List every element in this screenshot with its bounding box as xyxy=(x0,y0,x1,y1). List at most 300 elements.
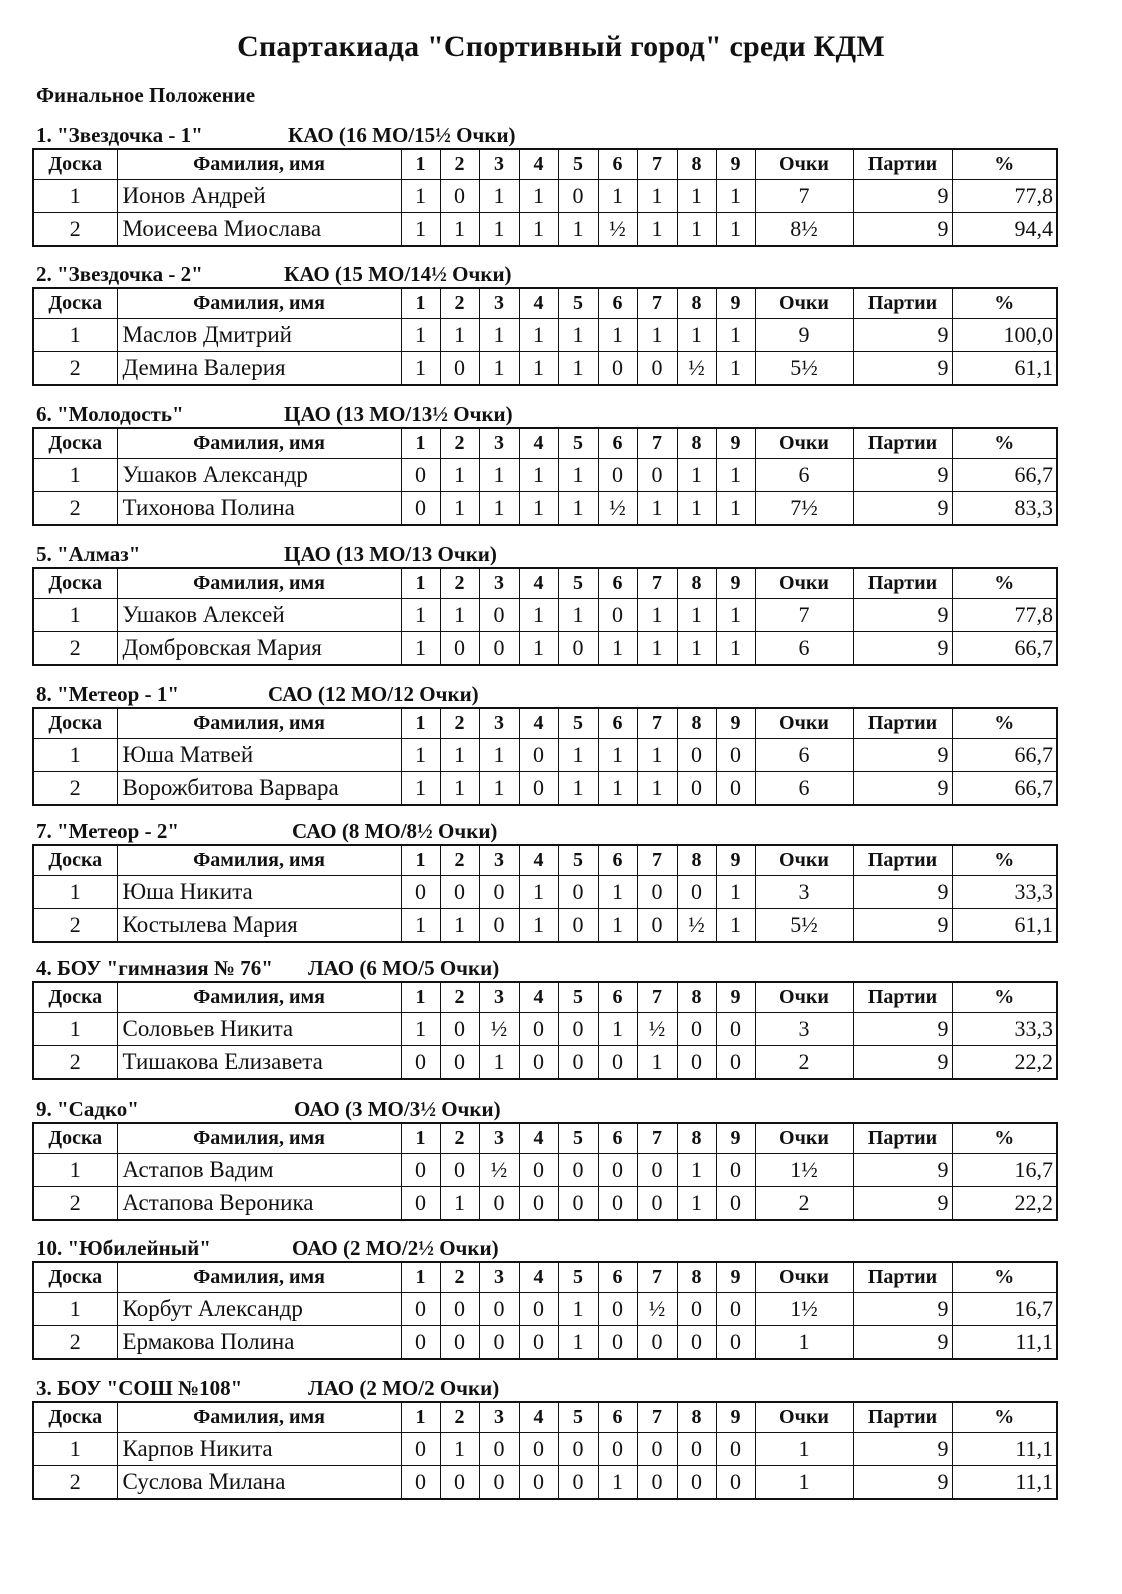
team-name: 7. "Метеор - 2" xyxy=(36,819,179,843)
column-header: 4 xyxy=(519,149,558,180)
games-cell: 9 xyxy=(853,1466,952,1500)
column-header: % xyxy=(952,1402,1057,1433)
round-result-cell: 0 xyxy=(637,1433,677,1466)
column-header: Доска xyxy=(33,1262,117,1293)
team-name: 2. "Звездочка - 2" xyxy=(36,262,203,286)
games-cell: 9 xyxy=(853,1013,952,1046)
team-header xyxy=(32,1375,1056,1401)
results-table xyxy=(32,707,1058,806)
column-header: 6 xyxy=(598,149,637,180)
player-name-cell: Ушаков Алексей xyxy=(117,599,401,632)
column-header: 2 xyxy=(440,149,479,180)
round-result-cell: 1 xyxy=(637,180,677,213)
team-header xyxy=(32,541,1056,567)
percent-cell: 11,1 xyxy=(952,1326,1057,1360)
player-name-cell: Астапова Вероника xyxy=(117,1187,401,1221)
round-result-cell: 0 xyxy=(598,459,637,492)
column-header: Фамилия, имя xyxy=(117,428,401,459)
board-number-cell: 1 xyxy=(33,1013,117,1046)
player-name-cell: Тишакова Елизавета xyxy=(117,1046,401,1080)
column-header: 4 xyxy=(519,845,558,876)
points-cell: 6 xyxy=(755,772,853,806)
round-result-cell: 1 xyxy=(440,599,479,632)
column-header: 7 xyxy=(637,982,677,1013)
column-header: 1 xyxy=(401,428,440,459)
round-result-cell: 1 xyxy=(677,1187,716,1221)
team-header xyxy=(32,122,1056,148)
round-result-cell: 0 xyxy=(558,180,598,213)
round-result-cell: 0 xyxy=(479,876,519,909)
round-result-cell: 1 xyxy=(479,319,519,352)
player-name-cell: Демина Валерия xyxy=(117,352,401,386)
column-header: 9 xyxy=(716,428,755,459)
round-result-cell: 0 xyxy=(401,1187,440,1221)
column-header: 3 xyxy=(479,708,519,739)
team-name: 5. "Алмаз" xyxy=(36,542,141,566)
board-number-cell: 2 xyxy=(33,772,117,806)
column-header: Доска xyxy=(33,1402,117,1433)
column-header: Доска xyxy=(33,708,117,739)
round-result-cell: 0 xyxy=(637,876,677,909)
column-header: 1 xyxy=(401,568,440,599)
column-header: 2 xyxy=(440,1123,479,1154)
round-result-cell: 1 xyxy=(637,632,677,666)
percent-cell: 61,1 xyxy=(952,909,1057,943)
round-result-cell: 0 xyxy=(558,632,598,666)
column-header: 6 xyxy=(598,288,637,319)
column-header: Доска xyxy=(33,1123,117,1154)
column-header: 4 xyxy=(519,1123,558,1154)
games-cell: 9 xyxy=(853,1433,952,1466)
column-header: Фамилия, имя xyxy=(117,708,401,739)
player-name-cell: Астапов Вадим xyxy=(117,1154,401,1187)
points-cell: 1½ xyxy=(755,1154,853,1187)
games-cell: 9 xyxy=(853,772,952,806)
round-result-cell: 0 xyxy=(637,352,677,386)
round-result-cell: 0 xyxy=(519,1187,558,1221)
round-result-cell: 1 xyxy=(677,180,716,213)
round-result-cell: 1 xyxy=(558,1326,598,1360)
document-title: Спартакиада "Спортивный город" среди КДМ xyxy=(237,30,885,63)
games-cell: 9 xyxy=(853,319,952,352)
team-name: 3. БОУ "СОШ №108" xyxy=(36,1376,243,1400)
round-result-cell: 1 xyxy=(716,352,755,386)
player-name-cell: Юша Матвей xyxy=(117,739,401,772)
round-result-cell: 1 xyxy=(677,632,716,666)
round-result-cell: 0 xyxy=(716,1326,755,1360)
round-result-cell: 1 xyxy=(716,213,755,247)
round-result-cell: 1 xyxy=(519,213,558,247)
column-header: 5 xyxy=(558,1262,598,1293)
round-result-cell: 1 xyxy=(677,599,716,632)
round-result-cell: 0 xyxy=(637,1326,677,1360)
table-row xyxy=(33,772,1057,806)
team-district-score: ЦАО (13 МО/13 Очки) xyxy=(284,542,497,566)
round-result-cell: 1 xyxy=(677,319,716,352)
column-header: 5 xyxy=(558,708,598,739)
table-row xyxy=(33,180,1057,213)
round-result-cell: 0 xyxy=(598,1433,637,1466)
round-result-cell: 0 xyxy=(479,1187,519,1221)
column-header: 8 xyxy=(677,845,716,876)
column-header: Очки xyxy=(755,149,853,180)
column-header: % xyxy=(952,288,1057,319)
board-number-cell: 1 xyxy=(33,1154,117,1187)
round-result-cell: 0 xyxy=(519,739,558,772)
board-number-cell: 2 xyxy=(33,1187,117,1221)
board-number-cell: 2 xyxy=(33,213,117,247)
round-result-cell: 0 xyxy=(479,1326,519,1360)
games-cell: 9 xyxy=(853,1187,952,1221)
column-header: 7 xyxy=(637,1262,677,1293)
points-cell: 6 xyxy=(755,459,853,492)
column-header: 2 xyxy=(440,982,479,1013)
round-result-cell: 0 xyxy=(440,632,479,666)
percent-cell: 11,1 xyxy=(952,1433,1057,1466)
round-result-cell: 0 xyxy=(479,909,519,943)
results-table xyxy=(32,981,1058,1080)
round-result-cell: 0 xyxy=(401,1433,440,1466)
player-name-cell: Ушаков Александр xyxy=(117,459,401,492)
round-result-cell: 1 xyxy=(440,739,479,772)
round-result-cell: 1 xyxy=(637,1046,677,1080)
round-result-cell: 1 xyxy=(401,319,440,352)
column-header: 7 xyxy=(637,149,677,180)
player-name-cell: Костылева Мария xyxy=(117,909,401,943)
table-row xyxy=(33,1013,1057,1046)
column-header: 4 xyxy=(519,1402,558,1433)
team-name: 9. "Садко" xyxy=(36,1097,139,1121)
games-cell: 9 xyxy=(853,739,952,772)
column-header: 2 xyxy=(440,428,479,459)
round-result-cell: 0 xyxy=(440,876,479,909)
column-header: 8 xyxy=(677,1402,716,1433)
round-result-cell: 0 xyxy=(519,772,558,806)
round-result-cell: 1 xyxy=(479,459,519,492)
column-header: 2 xyxy=(440,568,479,599)
round-result-cell: 0 xyxy=(598,1187,637,1221)
round-result-cell: 0 xyxy=(440,180,479,213)
team-section xyxy=(32,955,1056,1080)
team-section xyxy=(32,1096,1056,1221)
round-result-cell: 0 xyxy=(479,1293,519,1326)
column-header: 5 xyxy=(558,1123,598,1154)
team-section xyxy=(32,541,1056,666)
team-section xyxy=(32,401,1056,526)
column-header: 8 xyxy=(677,428,716,459)
team-district-score: ОАО (3 МО/3½ Очки) xyxy=(294,1097,501,1121)
team-name: 6. "Молодость" xyxy=(36,402,184,426)
games-cell: 9 xyxy=(853,459,952,492)
round-result-cell: 1 xyxy=(519,492,558,526)
round-result-cell: ½ xyxy=(479,1013,519,1046)
round-result-cell: 1 xyxy=(401,213,440,247)
column-header: 3 xyxy=(479,568,519,599)
round-result-cell: 0 xyxy=(519,1046,558,1080)
player-name-cell: Домбровская Мария xyxy=(117,632,401,666)
round-result-cell: 1 xyxy=(440,319,479,352)
team-section xyxy=(32,818,1056,943)
column-header: Фамилия, имя xyxy=(117,1402,401,1433)
column-header: 5 xyxy=(558,149,598,180)
board-number-cell: 2 xyxy=(33,1326,117,1360)
column-header: Очки xyxy=(755,1262,853,1293)
column-header: Партии xyxy=(853,982,952,1013)
percent-cell: 16,7 xyxy=(952,1154,1057,1187)
team-header xyxy=(32,681,1056,707)
round-result-cell: 0 xyxy=(440,1046,479,1080)
team-district-score: ЦАО (13 МО/13½ Очки) xyxy=(284,402,513,426)
board-number-cell: 1 xyxy=(33,459,117,492)
column-header: Фамилия, имя xyxy=(117,149,401,180)
games-cell: 9 xyxy=(853,180,952,213)
board-number-cell: 1 xyxy=(33,1433,117,1466)
column-header: % xyxy=(952,708,1057,739)
column-header: 8 xyxy=(677,982,716,1013)
player-name-cell: Карпов Никита xyxy=(117,1433,401,1466)
percent-cell: 66,7 xyxy=(952,459,1057,492)
player-name-cell: Суслова Милана xyxy=(117,1466,401,1500)
percent-cell: 33,3 xyxy=(952,1013,1057,1046)
team-header xyxy=(32,818,1056,844)
round-result-cell: 1 xyxy=(558,772,598,806)
player-name-cell: Юша Никита xyxy=(117,876,401,909)
team-district-score: ОАО (2 МО/2½ Очки) xyxy=(292,1236,499,1260)
team-district-score: САО (8 МО/8½ Очки) xyxy=(292,819,498,843)
round-result-cell: 0 xyxy=(558,1466,598,1500)
results-table xyxy=(32,1401,1058,1500)
round-result-cell: 0 xyxy=(637,459,677,492)
column-header: 4 xyxy=(519,288,558,319)
points-cell: 5½ xyxy=(755,909,853,943)
round-result-cell: 0 xyxy=(401,876,440,909)
points-cell: 7 xyxy=(755,180,853,213)
column-header: 5 xyxy=(558,982,598,1013)
column-header: 4 xyxy=(519,982,558,1013)
points-cell: 7 xyxy=(755,599,853,632)
round-result-cell: 0 xyxy=(677,1433,716,1466)
column-header: % xyxy=(952,568,1057,599)
round-result-cell: 0 xyxy=(637,1154,677,1187)
round-result-cell: 1 xyxy=(558,352,598,386)
round-result-cell: 1 xyxy=(519,352,558,386)
table-header-row xyxy=(33,149,1057,180)
table-row xyxy=(33,739,1057,772)
round-result-cell: 0 xyxy=(519,1433,558,1466)
column-header: 2 xyxy=(440,1402,479,1433)
round-result-cell: 0 xyxy=(598,1293,637,1326)
round-result-cell: 0 xyxy=(598,1046,637,1080)
column-header: % xyxy=(952,845,1057,876)
percent-cell: 66,7 xyxy=(952,632,1057,666)
games-cell: 9 xyxy=(853,1154,952,1187)
points-cell: 9 xyxy=(755,319,853,352)
round-result-cell: 1 xyxy=(716,632,755,666)
games-cell: 9 xyxy=(853,1326,952,1360)
percent-cell: 11,1 xyxy=(952,1466,1057,1500)
round-result-cell: 0 xyxy=(558,1013,598,1046)
round-result-cell: 0 xyxy=(558,1046,598,1080)
player-name-cell: Ермакова Полина xyxy=(117,1326,401,1360)
percent-cell: 61,1 xyxy=(952,352,1057,386)
player-name-cell: Моисеева Миослава xyxy=(117,213,401,247)
column-header: Фамилия, имя xyxy=(117,845,401,876)
column-header: 5 xyxy=(558,568,598,599)
round-result-cell: 0 xyxy=(440,1293,479,1326)
board-number-cell: 2 xyxy=(33,352,117,386)
column-header: 4 xyxy=(519,708,558,739)
results-table xyxy=(32,1122,1058,1221)
percent-cell: 66,7 xyxy=(952,739,1057,772)
team-header xyxy=(32,261,1056,287)
column-header: 5 xyxy=(558,428,598,459)
column-header: 1 xyxy=(401,1123,440,1154)
team-district-score: ЛАО (6 МО/5 Очки) xyxy=(308,956,500,980)
round-result-cell: 0 xyxy=(440,352,479,386)
round-result-cell: 1 xyxy=(401,909,440,943)
games-cell: 9 xyxy=(853,1293,952,1326)
games-cell: 9 xyxy=(853,599,952,632)
table-header-row xyxy=(33,1123,1057,1154)
column-header: 6 xyxy=(598,845,637,876)
column-header: 3 xyxy=(479,982,519,1013)
round-result-cell: 1 xyxy=(401,739,440,772)
player-name-cell: Маслов Дмитрий xyxy=(117,319,401,352)
results-table xyxy=(32,427,1058,526)
table-row xyxy=(33,459,1057,492)
column-header: Очки xyxy=(755,982,853,1013)
round-result-cell: 0 xyxy=(716,1046,755,1080)
round-result-cell: 0 xyxy=(519,1293,558,1326)
round-result-cell: 1 xyxy=(716,319,755,352)
games-cell: 9 xyxy=(853,352,952,386)
round-result-cell: 1 xyxy=(716,492,755,526)
team-section xyxy=(32,681,1056,806)
round-result-cell: 0 xyxy=(677,1466,716,1500)
table-row xyxy=(33,1154,1057,1187)
table-row xyxy=(33,599,1057,632)
round-result-cell: 1 xyxy=(716,909,755,943)
column-header: Фамилия, имя xyxy=(117,568,401,599)
round-result-cell: 1 xyxy=(401,599,440,632)
round-result-cell: 1 xyxy=(637,319,677,352)
column-header: 3 xyxy=(479,428,519,459)
round-result-cell: 0 xyxy=(637,909,677,943)
round-result-cell: 1 xyxy=(401,632,440,666)
round-result-cell: 0 xyxy=(677,1326,716,1360)
percent-cell: 33,3 xyxy=(952,876,1057,909)
round-result-cell: 1 xyxy=(401,180,440,213)
round-result-cell: 1 xyxy=(519,876,558,909)
games-cell: 9 xyxy=(853,876,952,909)
round-result-cell: 0 xyxy=(677,772,716,806)
results-table xyxy=(32,287,1058,386)
points-cell: 3 xyxy=(755,876,853,909)
column-header: 3 xyxy=(479,845,519,876)
round-result-cell: 1 xyxy=(479,739,519,772)
round-result-cell: 1 xyxy=(637,213,677,247)
games-cell: 9 xyxy=(853,492,952,526)
column-header: 9 xyxy=(716,708,755,739)
points-cell: 3 xyxy=(755,1013,853,1046)
round-result-cell: 1 xyxy=(519,319,558,352)
round-result-cell: 0 xyxy=(598,1326,637,1360)
team-header xyxy=(32,1235,1056,1261)
board-number-cell: 2 xyxy=(33,1466,117,1500)
round-result-cell: 0 xyxy=(598,352,637,386)
column-header: Доска xyxy=(33,568,117,599)
round-result-cell: 1 xyxy=(637,772,677,806)
column-header: Очки xyxy=(755,288,853,319)
table-row xyxy=(33,1187,1057,1221)
column-header: 6 xyxy=(598,708,637,739)
round-result-cell: 1 xyxy=(440,1187,479,1221)
column-header: Фамилия, имя xyxy=(117,982,401,1013)
column-header: 7 xyxy=(637,568,677,599)
team-header xyxy=(32,1096,1056,1122)
points-cell: 1 xyxy=(755,1466,853,1500)
team-district-score: САО (12 МО/12 Очки) xyxy=(268,682,479,706)
games-cell: 9 xyxy=(853,1046,952,1080)
round-result-cell: 1 xyxy=(716,459,755,492)
round-result-cell: 1 xyxy=(401,772,440,806)
percent-cell: 22,2 xyxy=(952,1187,1057,1221)
table-row xyxy=(33,352,1057,386)
round-result-cell: 1 xyxy=(519,459,558,492)
round-result-cell: 1 xyxy=(558,213,598,247)
round-result-cell: 1 xyxy=(677,459,716,492)
table-row xyxy=(33,1293,1057,1326)
column-header: 3 xyxy=(479,149,519,180)
column-header: 1 xyxy=(401,1402,440,1433)
round-result-cell: ½ xyxy=(677,352,716,386)
percent-cell: 22,2 xyxy=(952,1046,1057,1080)
column-header: Доска xyxy=(33,982,117,1013)
column-header: 9 xyxy=(716,568,755,599)
points-cell: 6 xyxy=(755,739,853,772)
team-name: 10. "Юбилейный" xyxy=(36,1236,211,1260)
column-header: 1 xyxy=(401,1262,440,1293)
round-result-cell: 1 xyxy=(558,599,598,632)
games-cell: 9 xyxy=(853,213,952,247)
column-header: 3 xyxy=(479,288,519,319)
round-result-cell: 1 xyxy=(598,632,637,666)
round-result-cell: 0 xyxy=(479,599,519,632)
column-header: Очки xyxy=(755,708,853,739)
points-cell: 2 xyxy=(755,1187,853,1221)
column-header: Фамилия, имя xyxy=(117,1262,401,1293)
table-header-row xyxy=(33,982,1057,1013)
board-number-cell: 2 xyxy=(33,492,117,526)
column-header: Доска xyxy=(33,149,117,180)
round-result-cell: 1 xyxy=(440,459,479,492)
column-header: 9 xyxy=(716,982,755,1013)
round-result-cell: 0 xyxy=(519,1154,558,1187)
table-header-row xyxy=(33,428,1057,459)
team-section xyxy=(32,1235,1056,1360)
games-cell: 9 xyxy=(853,632,952,666)
table-row xyxy=(33,632,1057,666)
round-result-cell: 1 xyxy=(479,180,519,213)
round-result-cell: 1 xyxy=(558,492,598,526)
percent-cell: 100,0 xyxy=(952,319,1057,352)
column-header: Партии xyxy=(853,1402,952,1433)
column-header: Очки xyxy=(755,428,853,459)
column-header: Фамилия, имя xyxy=(117,288,401,319)
column-header: Фамилия, имя xyxy=(117,1123,401,1154)
round-result-cell: 1 xyxy=(677,213,716,247)
table-row xyxy=(33,213,1057,247)
